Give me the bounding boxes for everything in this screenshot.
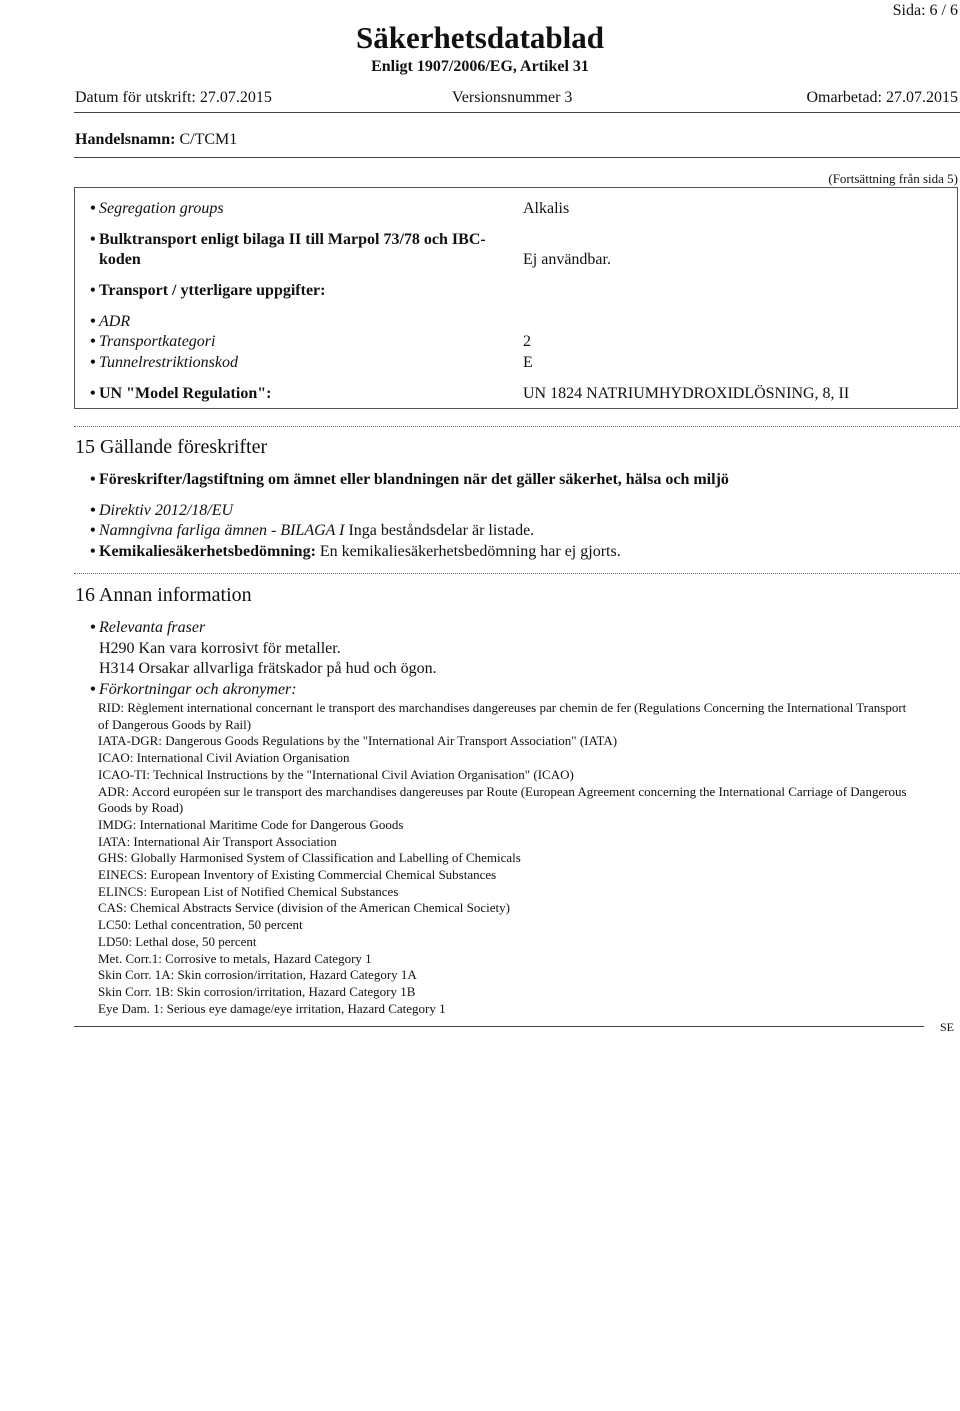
document-title: Säkerhetsdatablad — [355, 20, 605, 55]
abbreviations-list — [98, 700, 918, 1017]
named-substances-label: Namngivna farliga ämnen - BILAGA I — [99, 522, 345, 539]
section15-rule — [74, 426, 960, 427]
list-item: CAS: Chemical Abstracts Service (division of the American Chemical Society) — [98, 900, 510, 916]
trade-name-value: C/TCM1 — [179, 131, 238, 148]
list-item: LD50: Lethal dose, 50 percent — [98, 933, 257, 949]
list-item: IATA-DGR: Dangerous Goods Regulations by the "International Air Transport Association" (IATA) — [98, 733, 618, 749]
chemical-safety-value: En kemikaliesäkerhetsbedömning har ej gjorts. — [319, 543, 621, 560]
tunnel-code-value: E — [523, 354, 533, 371]
tunnel-code-label: • Tunnelrestriktionskod — [90, 354, 238, 372]
transport-category-value: 2 — [523, 333, 531, 350]
un-model-label: • UN "Model Regulation": — [90, 385, 271, 403]
country-code: SE — [939, 1020, 954, 1034]
bulk-label-line2: koden — [99, 251, 141, 268]
bulk-value: Ej användbar. — [523, 251, 611, 268]
list-item: RID: Règlement international concernant le transport des marchandises dangereuses par chemin de fer (Regulations Concerning the International Transport of Dangerous Goods by Rail) — [98, 700, 907, 732]
bulk-label-line1: • Bulktransport enligt bilaga II till Marpol 73/78 och IBC- — [90, 231, 486, 249]
relevant-phrases-label: • Relevanta fraser — [90, 619, 205, 637]
document-subtitle: Enligt 1907/2006/EG, Artikel 31 — [371, 58, 589, 75]
print-date: Datum för utskrift: 27.07.2015 — [75, 89, 272, 106]
phrase-item: H314 Orsakar allvarliga frätskador på hud och ögon. — [99, 660, 437, 677]
phrase-item: H290 Kan vara korrosivt för metaller. — [99, 640, 341, 657]
list-item: ICAO-TI: Technical Instructions by the "International Civil Aviation Organisation" (ICAO) — [98, 766, 574, 782]
un-model-value: UN 1824 NATRIUMHYDROXIDLÖSNING, 8, II — [523, 385, 850, 402]
header-rule — [74, 112, 960, 113]
named-substances — [90, 522, 534, 540]
trade-name — [75, 131, 237, 149]
page-number: Sida: 6 / 6 — [892, 2, 958, 19]
chemical-safety-label: Kemikaliesäkerhetsbedömning: — [99, 543, 316, 560]
list-item: ICAO: International Civil Aviation Organisation — [98, 750, 350, 766]
list-item: EINECS: European Inventory of Existing Commercial Chemical Substances — [98, 867, 497, 883]
list-item: ADR: Accord européen sur le transport des marchandises dangereuses par Route (European Agreement concerning the International Carriage of Dangerous Goods by Road) — [98, 783, 907, 816]
continuation-note: (Fortsättning från sida 5) — [828, 171, 958, 186]
list-item: Met. Corr.1: Corrosive to metals, Hazard Category 1 — [98, 950, 372, 966]
transport-category-label: • Transportkategori — [90, 333, 215, 351]
named-substances-value: Inga beståndsdelar är listade. — [348, 522, 535, 539]
list-item: IATA: International Air Transport Association — [98, 833, 337, 849]
segregation-value: Alkalis — [523, 200, 570, 217]
list-item: LC50: Lethal concentration, 50 percent — [98, 917, 303, 933]
segregation-label: • Segregation groups — [90, 200, 224, 218]
trade-name-label: Handelsnamn: — [75, 131, 176, 148]
version-number: Versionsnummer 3 — [452, 89, 573, 106]
adr-label: • ADR — [90, 313, 130, 331]
footer-rule — [74, 1026, 924, 1027]
revised-date: Omarbetad: 27.07.2015 — [806, 89, 958, 106]
list-item: Eye Dam. 1: Serious eye damage/eye irritation, Hazard Category 1 — [98, 1000, 446, 1016]
list-item: IMDG: International Maritime Code for Dangerous Goods — [98, 816, 404, 832]
list-item: Skin Corr. 1B: Skin corrosion/irritation, Hazard Category 1B — [98, 983, 416, 999]
section16-heading: 16 Annan information — [75, 584, 252, 606]
section16-rule — [74, 573, 960, 574]
transport-further-info: • Transport / ytterligare uppgifter: — [90, 282, 325, 300]
trade-name-rule — [74, 157, 960, 158]
section15-heading: 15 Gällande föreskrifter — [75, 436, 268, 458]
directive-label: • Direktiv 2012/18/EU — [90, 502, 233, 520]
list-item: Skin Corr. 1A: Skin corrosion/irritation, Hazard Category 1A — [98, 967, 417, 983]
list-item: ELINCS: European List of Notified Chemical Substances — [98, 883, 399, 899]
abbreviations-label: • Förkortningar och akronymer: — [90, 681, 297, 699]
chemical-safety-assessment — [90, 543, 621, 561]
regulations-line: • Föreskrifter/lagstiftning om ämnet eller blandningen när det gäller säkerhet, hälsa och miljö — [90, 471, 729, 489]
list-item: GHS: Globally Harmonised System of Classification and Labelling of Chemicals — [98, 850, 521, 866]
